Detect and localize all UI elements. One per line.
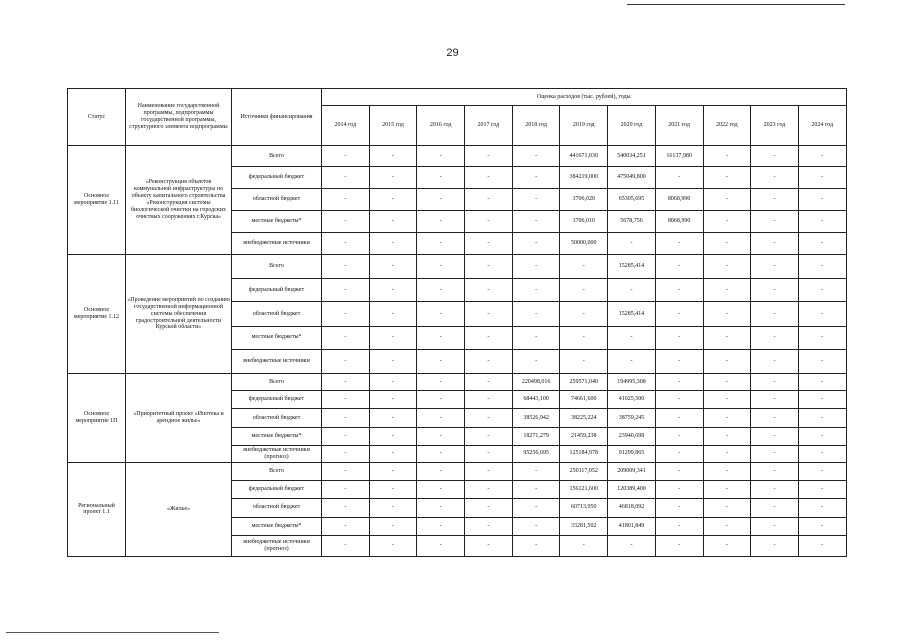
value-cell: - bbox=[417, 374, 465, 391]
value-cell: - bbox=[512, 232, 560, 254]
value-cell: - bbox=[512, 517, 560, 535]
value-cell: - bbox=[465, 391, 513, 409]
source-cell: внебюджетные источники bbox=[232, 349, 322, 373]
value-cell: - bbox=[798, 255, 846, 279]
value-cell: - bbox=[608, 279, 656, 302]
value-cell: - bbox=[703, 499, 751, 517]
value-cell: - bbox=[798, 302, 846, 326]
header-sources: Источники финансирования bbox=[232, 89, 322, 146]
value-cell: - bbox=[798, 349, 846, 373]
value-cell: - bbox=[417, 326, 465, 349]
value-cell: - bbox=[655, 535, 703, 556]
source-cell: областной бюджет bbox=[232, 499, 322, 517]
value-cell: - bbox=[369, 517, 417, 535]
value-cell: - bbox=[369, 302, 417, 326]
value-cell: - bbox=[417, 349, 465, 373]
value-cell: - bbox=[751, 445, 799, 462]
value-cell: 250117,052 bbox=[560, 462, 608, 480]
source-cell: федеральный бюджет bbox=[232, 167, 322, 189]
value-cell: - bbox=[417, 409, 465, 427]
value-cell: - bbox=[512, 499, 560, 517]
value-cell: - bbox=[465, 481, 513, 499]
value-cell: 15285,414 bbox=[608, 302, 656, 326]
value-cell: - bbox=[703, 146, 751, 167]
status-cell: Основное мероприятие 1П bbox=[68, 374, 126, 463]
value-cell: 33281,502 bbox=[560, 517, 608, 535]
top-rule bbox=[627, 4, 845, 5]
value-cell: - bbox=[703, 232, 751, 254]
value-cell: - bbox=[512, 302, 560, 326]
value-cell: - bbox=[655, 255, 703, 279]
value-cell: - bbox=[369, 391, 417, 409]
value-cell: - bbox=[322, 167, 370, 189]
value-cell: - bbox=[369, 462, 417, 480]
value-cell: - bbox=[703, 427, 751, 445]
table-row bbox=[68, 146, 847, 167]
value-cell: - bbox=[751, 349, 799, 373]
value-cell: - bbox=[655, 391, 703, 409]
value-cell: 21459,238 bbox=[560, 427, 608, 445]
value-cell: - bbox=[751, 462, 799, 480]
value-cell: - bbox=[322, 326, 370, 349]
value-cell: - bbox=[512, 326, 560, 349]
value-cell: - bbox=[369, 481, 417, 499]
value-cell: 91299,865 bbox=[608, 445, 656, 462]
value-cell: 384219,000 bbox=[560, 167, 608, 189]
header-status: Статус bbox=[68, 89, 126, 146]
value-cell: - bbox=[655, 499, 703, 517]
value-cell: - bbox=[369, 409, 417, 427]
source-cell: внебюджетные источники (прогноз) bbox=[232, 535, 322, 556]
value-cell: 38225,224 bbox=[560, 409, 608, 427]
value-cell: - bbox=[512, 462, 560, 480]
value-cell: 3706,010 bbox=[560, 210, 608, 232]
source-cell: местные бюджеты* bbox=[232, 427, 322, 445]
value-cell: - bbox=[465, 374, 513, 391]
source-cell: Всего bbox=[232, 255, 322, 279]
header-year: 2020 год bbox=[608, 106, 656, 146]
value-cell: - bbox=[322, 302, 370, 326]
value-cell: - bbox=[798, 535, 846, 556]
name-cell: «Реконструкция объектов коммунальной инфраструктуры по объекту капитального строительства «Реконструкция системы биологической очистки на городских очистных сооружениях г.Курска» bbox=[126, 146, 232, 255]
source-cell: федеральный бюджет bbox=[232, 481, 322, 499]
value-cell: 23940,698 bbox=[608, 427, 656, 445]
value-cell: - bbox=[751, 279, 799, 302]
value-cell: - bbox=[703, 302, 751, 326]
value-cell: - bbox=[322, 499, 370, 517]
value-cell: - bbox=[655, 427, 703, 445]
value-cell: - bbox=[322, 481, 370, 499]
value-cell: - bbox=[751, 302, 799, 326]
name-cell: «Проведение мероприятий по созданию государственной информационной системы обеспечения градостроительной деятельности Курской области» bbox=[126, 255, 232, 374]
value-cell: - bbox=[417, 499, 465, 517]
value-cell: - bbox=[798, 146, 846, 167]
value-cell: - bbox=[560, 326, 608, 349]
value-cell: - bbox=[703, 409, 751, 427]
value-cell: - bbox=[417, 445, 465, 462]
value-cell: - bbox=[512, 279, 560, 302]
value-cell: - bbox=[417, 210, 465, 232]
source-cell: областной бюджет bbox=[232, 302, 322, 326]
value-cell: - bbox=[369, 255, 417, 279]
source-cell: областной бюджет bbox=[232, 409, 322, 427]
value-cell: - bbox=[465, 189, 513, 210]
value-cell: - bbox=[751, 481, 799, 499]
table-row bbox=[68, 255, 847, 279]
value-cell: - bbox=[655, 326, 703, 349]
value-cell: 5678,756 bbox=[608, 210, 656, 232]
status-cell: Региональный проект 1.1 bbox=[68, 462, 126, 556]
header-name: Наименование государственной программы, подпрограммы государственной программы, структурного элемента подпрограммы bbox=[126, 89, 232, 146]
value-cell: - bbox=[751, 232, 799, 254]
value-cell: - bbox=[465, 210, 513, 232]
value-cell: - bbox=[369, 427, 417, 445]
value-cell: 259571,040 bbox=[560, 374, 608, 391]
value-cell: - bbox=[655, 409, 703, 427]
header-year: 2014 год bbox=[322, 106, 370, 146]
value-cell: 120389,400 bbox=[608, 481, 656, 499]
value-cell: - bbox=[798, 517, 846, 535]
value-cell: 50000,000 bbox=[560, 232, 608, 254]
value-cell: - bbox=[512, 349, 560, 373]
value-cell: 209009,341 bbox=[608, 462, 656, 480]
value-cell: - bbox=[512, 167, 560, 189]
value-cell: - bbox=[655, 302, 703, 326]
header-year: 2022 год bbox=[703, 106, 751, 146]
value-cell: - bbox=[512, 146, 560, 167]
value-cell: - bbox=[798, 499, 846, 517]
value-cell: - bbox=[512, 535, 560, 556]
bottom-rule bbox=[6, 632, 219, 633]
source-cell: Всего bbox=[232, 146, 322, 167]
value-cell: - bbox=[655, 445, 703, 462]
value-cell: - bbox=[417, 535, 465, 556]
value-cell: - bbox=[417, 517, 465, 535]
value-cell: 125184,978 bbox=[560, 445, 608, 462]
value-cell: - bbox=[417, 146, 465, 167]
value-cell: - bbox=[655, 349, 703, 373]
value-cell: - bbox=[703, 210, 751, 232]
value-cell: - bbox=[512, 481, 560, 499]
value-cell: - bbox=[798, 167, 846, 189]
source-cell: внебюджетные источники (прогноз) bbox=[232, 445, 322, 462]
value-cell: - bbox=[703, 481, 751, 499]
status-cell: Основное мероприятие 1.11 bbox=[68, 146, 126, 255]
value-cell: - bbox=[703, 535, 751, 556]
value-cell: 60713,950 bbox=[560, 499, 608, 517]
value-cell: - bbox=[369, 167, 417, 189]
value-cell: - bbox=[417, 189, 465, 210]
value-cell: - bbox=[465, 279, 513, 302]
value-cell: - bbox=[322, 535, 370, 556]
value-cell: 46818,092 bbox=[608, 499, 656, 517]
value-cell: - bbox=[751, 167, 799, 189]
value-cell: 16137,980 bbox=[655, 146, 703, 167]
value-cell: - bbox=[798, 279, 846, 302]
value-cell: 8068,990 bbox=[655, 189, 703, 210]
value-cell: - bbox=[751, 499, 799, 517]
value-cell: - bbox=[465, 349, 513, 373]
value-cell: - bbox=[798, 189, 846, 210]
value-cell: - bbox=[369, 210, 417, 232]
page-number: 29 bbox=[446, 47, 459, 59]
header-year: 2024 год bbox=[798, 106, 846, 146]
value-cell: - bbox=[798, 326, 846, 349]
value-cell: - bbox=[465, 232, 513, 254]
source-cell: местные бюджеты* bbox=[232, 326, 322, 349]
value-cell: - bbox=[512, 189, 560, 210]
source-cell: местные бюджеты* bbox=[232, 517, 322, 535]
value-cell: - bbox=[560, 279, 608, 302]
value-cell: - bbox=[751, 391, 799, 409]
value-cell: - bbox=[322, 445, 370, 462]
value-cell: - bbox=[465, 255, 513, 279]
value-cell: - bbox=[703, 326, 751, 349]
value-cell: - bbox=[608, 232, 656, 254]
value-cell: 475049,800 bbox=[608, 167, 656, 189]
header-year: 2023 год bbox=[751, 106, 799, 146]
value-cell: - bbox=[798, 427, 846, 445]
value-cell: - bbox=[369, 374, 417, 391]
value-cell: - bbox=[703, 517, 751, 535]
name-cell: «Приоритетный проект «Ипотека и арендное жилье» bbox=[126, 374, 232, 463]
value-cell: - bbox=[560, 349, 608, 373]
value-cell: 18271,279 bbox=[512, 427, 560, 445]
value-cell: - bbox=[798, 409, 846, 427]
table-row bbox=[68, 462, 847, 480]
value-cell: - bbox=[751, 535, 799, 556]
value-cell: - bbox=[655, 462, 703, 480]
source-cell: Всего bbox=[232, 462, 322, 480]
value-cell: - bbox=[322, 349, 370, 373]
header-year: 2018 год bbox=[512, 106, 560, 146]
value-cell: - bbox=[608, 349, 656, 373]
value-cell: - bbox=[417, 232, 465, 254]
value-cell: 3706,020 bbox=[560, 189, 608, 210]
header-year: 2021 год bbox=[655, 106, 703, 146]
value-cell: - bbox=[417, 167, 465, 189]
value-cell: - bbox=[703, 279, 751, 302]
value-cell: - bbox=[369, 499, 417, 517]
value-cell: - bbox=[751, 326, 799, 349]
value-cell: - bbox=[655, 374, 703, 391]
status-cell: Основное мероприятие 1.12 bbox=[68, 255, 126, 374]
value-cell: 15285,414 bbox=[608, 255, 656, 279]
value-cell: - bbox=[560, 302, 608, 326]
value-cell: - bbox=[703, 445, 751, 462]
value-cell: - bbox=[465, 302, 513, 326]
header-year: 2016 год bbox=[417, 106, 465, 146]
value-cell: 41025,500 bbox=[608, 391, 656, 409]
value-cell: - bbox=[322, 279, 370, 302]
value-cell: - bbox=[465, 427, 513, 445]
value-cell: - bbox=[703, 255, 751, 279]
value-cell: - bbox=[417, 391, 465, 409]
value-cell: - bbox=[465, 445, 513, 462]
value-cell: - bbox=[703, 374, 751, 391]
value-cell: - bbox=[512, 255, 560, 279]
value-cell: - bbox=[322, 391, 370, 409]
value-cell: 41801,849 bbox=[608, 517, 656, 535]
value-cell: - bbox=[798, 391, 846, 409]
value-cell: - bbox=[608, 535, 656, 556]
value-cell: - bbox=[751, 146, 799, 167]
source-cell: федеральный бюджет bbox=[232, 391, 322, 409]
value-cell: - bbox=[322, 409, 370, 427]
value-cell: - bbox=[322, 189, 370, 210]
value-cell: - bbox=[751, 189, 799, 210]
source-cell: местные бюджеты* bbox=[232, 210, 322, 232]
header-year: 2017 год bbox=[465, 106, 513, 146]
value-cell: - bbox=[655, 232, 703, 254]
value-cell: - bbox=[465, 326, 513, 349]
header-estimate: Оценка расходов (тыс. рублей), годы bbox=[322, 89, 847, 106]
value-cell: - bbox=[369, 349, 417, 373]
value-cell: - bbox=[369, 535, 417, 556]
value-cell: - bbox=[655, 517, 703, 535]
source-cell: Всего bbox=[232, 374, 322, 391]
value-cell: - bbox=[465, 499, 513, 517]
value-cell: - bbox=[465, 535, 513, 556]
value-cell: - bbox=[798, 445, 846, 462]
source-cell: федеральный бюджет bbox=[232, 279, 322, 302]
value-cell: - bbox=[751, 409, 799, 427]
value-cell: - bbox=[560, 535, 608, 556]
table-row bbox=[68, 374, 847, 391]
value-cell: - bbox=[751, 255, 799, 279]
value-cell: 68443,100 bbox=[512, 391, 560, 409]
value-cell: - bbox=[369, 445, 417, 462]
value-cell: 441671,030 bbox=[560, 146, 608, 167]
value-cell: - bbox=[703, 167, 751, 189]
value-cell: - bbox=[751, 210, 799, 232]
source-cell: областной бюджет bbox=[232, 189, 322, 210]
value-cell: - bbox=[703, 462, 751, 480]
value-cell: - bbox=[751, 517, 799, 535]
value-cell: - bbox=[417, 255, 465, 279]
value-cell: - bbox=[369, 279, 417, 302]
value-cell: - bbox=[465, 167, 513, 189]
value-cell: 220498,016 bbox=[512, 374, 560, 391]
value-cell: - bbox=[703, 349, 751, 373]
value-cell: - bbox=[322, 462, 370, 480]
value-cell: - bbox=[417, 279, 465, 302]
value-cell: 8068,990 bbox=[655, 210, 703, 232]
header-year: 2019 год bbox=[560, 106, 608, 146]
value-cell: 38526,942 bbox=[512, 409, 560, 427]
value-cell: - bbox=[465, 409, 513, 427]
value-cell: - bbox=[369, 232, 417, 254]
value-cell: - bbox=[655, 481, 703, 499]
value-cell: - bbox=[560, 255, 608, 279]
value-cell: - bbox=[417, 427, 465, 445]
value-cell: - bbox=[798, 210, 846, 232]
value-cell: - bbox=[512, 210, 560, 232]
value-cell: - bbox=[798, 232, 846, 254]
value-cell: - bbox=[798, 462, 846, 480]
name-cell: «Жилье» bbox=[126, 462, 232, 556]
value-cell: - bbox=[465, 517, 513, 535]
value-cell: - bbox=[798, 481, 846, 499]
value-cell: 65305,695 bbox=[608, 189, 656, 210]
value-cell: - bbox=[322, 427, 370, 445]
value-cell: - bbox=[322, 232, 370, 254]
value-cell: - bbox=[322, 517, 370, 535]
value-cell: - bbox=[655, 167, 703, 189]
value-cell: - bbox=[417, 481, 465, 499]
value-cell: 38759,245 bbox=[608, 409, 656, 427]
value-cell: - bbox=[465, 462, 513, 480]
value-cell: - bbox=[369, 189, 417, 210]
value-cell: - bbox=[322, 374, 370, 391]
value-cell: - bbox=[417, 462, 465, 480]
value-cell: - bbox=[751, 427, 799, 445]
value-cell: - bbox=[703, 391, 751, 409]
value-cell: - bbox=[703, 189, 751, 210]
value-cell: 95256,695 bbox=[512, 445, 560, 462]
header-year: 2015 год bbox=[369, 106, 417, 146]
value-cell: 74661,600 bbox=[560, 391, 608, 409]
value-cell: - bbox=[322, 255, 370, 279]
value-cell: - bbox=[322, 210, 370, 232]
value-cell: 194995,308 bbox=[608, 374, 656, 391]
source-cell: внебюджетные источники bbox=[232, 232, 322, 254]
value-cell: 156121,600 bbox=[560, 481, 608, 499]
budget-table bbox=[67, 88, 847, 557]
value-cell: - bbox=[369, 326, 417, 349]
value-cell: - bbox=[322, 146, 370, 167]
value-cell: - bbox=[417, 302, 465, 326]
value-cell: 540034,251 bbox=[608, 146, 656, 167]
value-cell: - bbox=[465, 146, 513, 167]
value-cell: - bbox=[655, 279, 703, 302]
value-cell: - bbox=[608, 326, 656, 349]
value-cell: - bbox=[751, 374, 799, 391]
value-cell: - bbox=[369, 146, 417, 167]
value-cell: - bbox=[798, 374, 846, 391]
